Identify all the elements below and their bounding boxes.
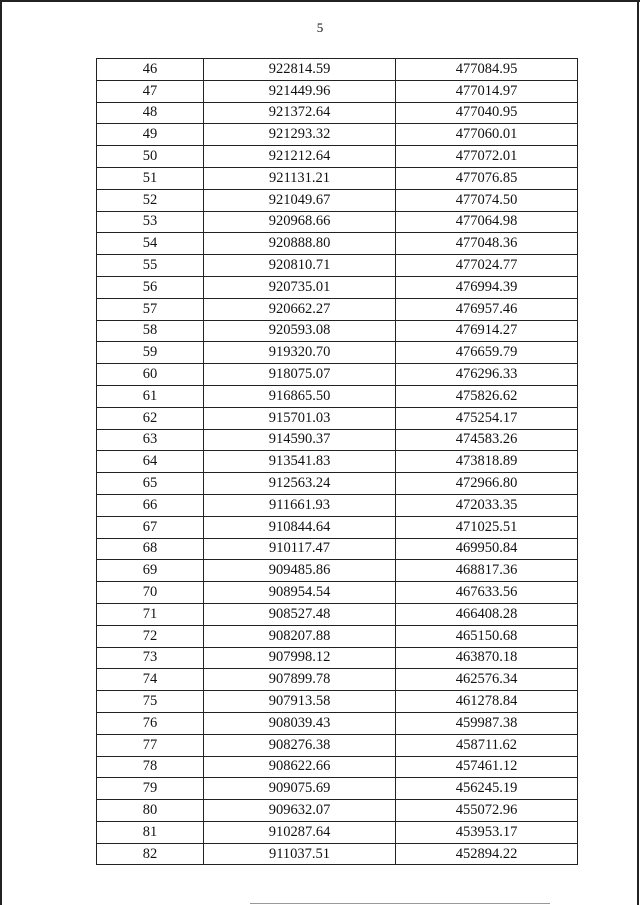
table-row (97, 385, 578, 407)
x-coordinate-cell: 912563.24 (204, 473, 396, 495)
x-coordinate-cell: 920968.66 (204, 211, 396, 233)
table-row (97, 734, 578, 756)
x-coordinate-cell: 920593.08 (204, 320, 396, 342)
table-row (97, 647, 578, 669)
point-number-cell: 47 (97, 80, 204, 102)
point-number-cell: 69 (97, 560, 204, 582)
y-coordinate-cell: 475826.62 (396, 385, 578, 407)
table-row (97, 364, 578, 386)
y-coordinate-cell: 477084.95 (396, 59, 578, 81)
x-coordinate-cell: 911037.51 (204, 843, 396, 865)
x-coordinate-cell: 909075.69 (204, 778, 396, 800)
point-number-cell: 79 (97, 778, 204, 800)
x-coordinate-cell: 919320.70 (204, 342, 396, 364)
point-number-cell: 75 (97, 691, 204, 713)
point-number-cell: 70 (97, 582, 204, 604)
table-row (97, 429, 578, 451)
y-coordinate-cell: 477074.50 (396, 189, 578, 211)
coordinates-table (96, 58, 578, 865)
x-coordinate-cell: 908527.48 (204, 603, 396, 625)
point-number-cell: 65 (97, 473, 204, 495)
point-number-cell: 82 (97, 843, 204, 865)
point-number-cell: 50 (97, 146, 204, 168)
x-coordinate-cell: 910287.64 (204, 821, 396, 843)
table-row (97, 124, 578, 146)
x-coordinate-cell: 922814.59 (204, 59, 396, 81)
point-number-cell: 74 (97, 669, 204, 691)
point-number-cell: 61 (97, 385, 204, 407)
x-coordinate-cell: 907899.78 (204, 669, 396, 691)
table-row (97, 473, 578, 495)
table-row (97, 691, 578, 713)
table-row (97, 451, 578, 473)
x-coordinate-cell: 915701.03 (204, 407, 396, 429)
x-coordinate-cell: 920662.27 (204, 298, 396, 320)
y-coordinate-cell: 477072.01 (396, 146, 578, 168)
x-coordinate-cell: 909485.86 (204, 560, 396, 582)
y-coordinate-cell: 453953.17 (396, 821, 578, 843)
x-coordinate-cell: 908039.43 (204, 712, 396, 734)
table-row (97, 494, 578, 516)
page-border-right (637, 0, 639, 905)
table-row (97, 778, 578, 800)
y-coordinate-cell: 467633.56 (396, 582, 578, 604)
point-number-cell: 51 (97, 167, 204, 189)
x-coordinate-cell: 921131.21 (204, 167, 396, 189)
point-number-cell: 63 (97, 429, 204, 451)
table-row (97, 538, 578, 560)
point-number-cell: 57 (97, 298, 204, 320)
y-coordinate-cell: 477048.36 (396, 233, 578, 255)
y-coordinate-cell: 458711.62 (396, 734, 578, 756)
table-row (97, 189, 578, 211)
x-coordinate-cell: 916865.50 (204, 385, 396, 407)
y-coordinate-cell: 456245.19 (396, 778, 578, 800)
y-coordinate-cell: 477076.85 (396, 167, 578, 189)
point-number-cell: 55 (97, 255, 204, 277)
y-coordinate-cell: 461278.84 (396, 691, 578, 713)
point-number-cell: 59 (97, 342, 204, 364)
y-coordinate-cell: 477064.98 (396, 211, 578, 233)
y-coordinate-cell: 472033.35 (396, 494, 578, 516)
point-number-cell: 68 (97, 538, 204, 560)
y-coordinate-cell: 476659.79 (396, 342, 578, 364)
table-row (97, 516, 578, 538)
table-row (97, 167, 578, 189)
x-coordinate-cell: 921293.32 (204, 124, 396, 146)
point-number-cell: 56 (97, 276, 204, 298)
x-coordinate-cell: 921049.67 (204, 189, 396, 211)
table-row (97, 843, 578, 865)
point-number-cell: 78 (97, 756, 204, 778)
x-coordinate-cell: 908276.38 (204, 734, 396, 756)
point-number-cell: 49 (97, 124, 204, 146)
table-row (97, 80, 578, 102)
point-number-cell: 64 (97, 451, 204, 473)
point-number-cell: 52 (97, 189, 204, 211)
point-number-cell: 77 (97, 734, 204, 756)
x-coordinate-cell: 921372.64 (204, 102, 396, 124)
y-coordinate-cell: 457461.12 (396, 756, 578, 778)
point-number-cell: 54 (97, 233, 204, 255)
table-row (97, 821, 578, 843)
y-coordinate-cell: 474583.26 (396, 429, 578, 451)
x-coordinate-cell: 920888.80 (204, 233, 396, 255)
x-coordinate-cell: 911661.93 (204, 494, 396, 516)
x-coordinate-cell: 921449.96 (204, 80, 396, 102)
table-row (97, 102, 578, 124)
y-coordinate-cell: 466408.28 (396, 603, 578, 625)
point-number-cell: 62 (97, 407, 204, 429)
x-coordinate-cell: 920735.01 (204, 276, 396, 298)
y-coordinate-cell: 465150.68 (396, 625, 578, 647)
table-row (97, 320, 578, 342)
table-row (97, 233, 578, 255)
table-row (97, 800, 578, 822)
bottom-divider (250, 903, 550, 904)
y-coordinate-cell: 469950.84 (396, 538, 578, 560)
y-coordinate-cell: 477060.01 (396, 124, 578, 146)
point-number-cell: 58 (97, 320, 204, 342)
x-coordinate-cell: 907913.58 (204, 691, 396, 713)
x-coordinate-cell: 913541.83 (204, 451, 396, 473)
point-number-cell: 60 (97, 364, 204, 386)
y-coordinate-cell: 476957.46 (396, 298, 578, 320)
y-coordinate-cell: 476994.39 (396, 276, 578, 298)
point-number-cell: 72 (97, 625, 204, 647)
table-row (97, 603, 578, 625)
point-number-cell: 76 (97, 712, 204, 734)
point-number-cell: 73 (97, 647, 204, 669)
x-coordinate-cell: 907998.12 (204, 647, 396, 669)
y-coordinate-cell: 472966.80 (396, 473, 578, 495)
table-row (97, 669, 578, 691)
x-coordinate-cell: 910844.64 (204, 516, 396, 538)
y-coordinate-cell: 473818.89 (396, 451, 578, 473)
point-number-cell: 66 (97, 494, 204, 516)
y-coordinate-cell: 477040.95 (396, 102, 578, 124)
page-border-top (0, 0, 640, 2)
x-coordinate-cell: 909632.07 (204, 800, 396, 822)
table-row (97, 407, 578, 429)
table-row (97, 59, 578, 81)
x-coordinate-cell: 908954.54 (204, 582, 396, 604)
table-row (97, 276, 578, 298)
point-number-cell: 48 (97, 102, 204, 124)
y-coordinate-cell: 452894.22 (396, 843, 578, 865)
y-coordinate-cell: 463870.18 (396, 647, 578, 669)
point-number-cell: 80 (97, 800, 204, 822)
y-coordinate-cell: 468817.36 (396, 560, 578, 582)
table-row (97, 756, 578, 778)
y-coordinate-cell: 459987.38 (396, 712, 578, 734)
table-row (97, 712, 578, 734)
table-row (97, 298, 578, 320)
table-row (97, 211, 578, 233)
x-coordinate-cell: 921212.64 (204, 146, 396, 168)
point-number-cell: 53 (97, 211, 204, 233)
y-coordinate-cell: 477024.77 (396, 255, 578, 277)
page-number: 5 (316, 20, 324, 35)
x-coordinate-cell: 914590.37 (204, 429, 396, 451)
page-border-left (0, 0, 2, 905)
y-coordinate-cell: 471025.51 (396, 516, 578, 538)
x-coordinate-cell: 920810.71 (204, 255, 396, 277)
y-coordinate-cell: 455072.96 (396, 800, 578, 822)
point-number-cell: 81 (97, 821, 204, 843)
table-row (97, 582, 578, 604)
table-row (97, 625, 578, 647)
table-row (97, 560, 578, 582)
table-row (97, 146, 578, 168)
y-coordinate-cell: 476296.33 (396, 364, 578, 386)
coordinates-table-body (97, 59, 578, 865)
y-coordinate-cell: 476914.27 (396, 320, 578, 342)
point-number-cell: 46 (97, 59, 204, 81)
y-coordinate-cell: 475254.17 (396, 407, 578, 429)
point-number-cell: 67 (97, 516, 204, 538)
y-coordinate-cell: 477014.97 (396, 80, 578, 102)
y-coordinate-cell: 462576.34 (396, 669, 578, 691)
x-coordinate-cell: 908207.88 (204, 625, 396, 647)
point-number-cell: 71 (97, 603, 204, 625)
table-row (97, 342, 578, 364)
x-coordinate-cell: 918075.07 (204, 364, 396, 386)
x-coordinate-cell: 908622.66 (204, 756, 396, 778)
x-coordinate-cell: 910117.47 (204, 538, 396, 560)
table-row (97, 255, 578, 277)
